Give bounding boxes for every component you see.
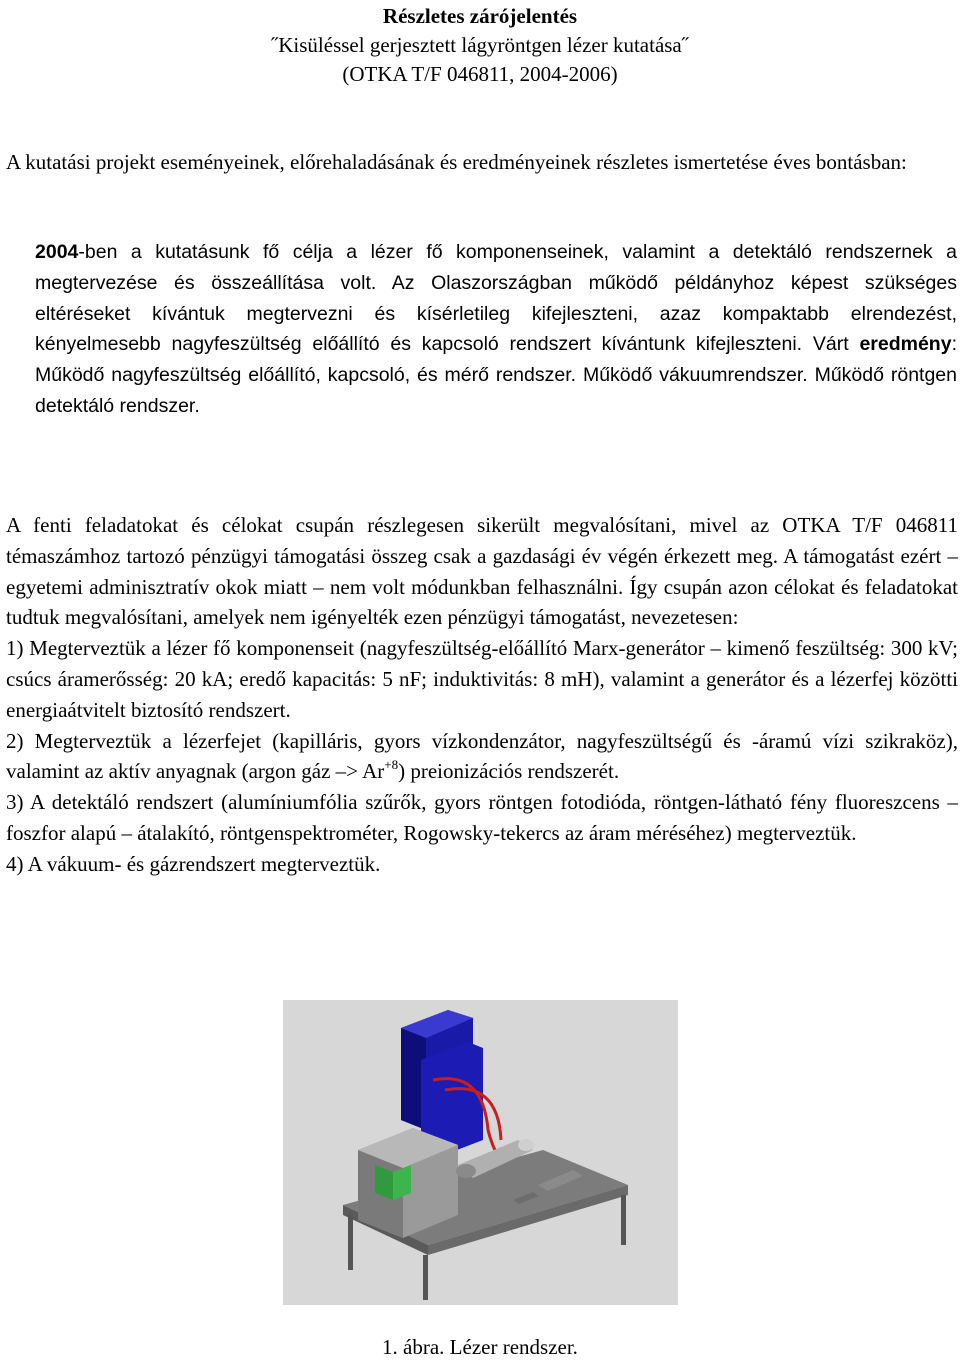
project-subtitle: ˝Kisüléssel gerjesztett lágyröntgen lézer kutatása˝ [271,33,689,57]
laser-system-figure [283,1000,678,1305]
list-item-2-text-b: ) preionizációs rendszerét. [398,759,620,784]
main-section [6,510,958,880]
figure-caption: 1. ábra. Lézer rendszer. [382,1335,578,1359]
intro-paragraph: A kutatási projekt eseményeinek, előrehaladásának és eredményeinek részletes ismertetése éves bontásban: [6,150,907,174]
result-label: eredmény [859,333,952,356]
list-item-2-text-a: 2) Megterveztük a lézerfejet (kapilláris, gyors vízkondenzátor, nagyfeszültségű és -áramú vízi szikraköz), valamint az aktív anyagnak (argon gáz –> Ar [6,728,958,784]
list-item-1: 1) Megterveztük a lézer fő komponenseit (nagyfeszültség-előállító Marx-generátor – kimenő feszültség: 300 kV; csúcs áramerősség: 20 kA; eredő kapacitás: 5 nF; induktivitás: 8 mH), valamint a generátor és a lézerfej közötti energiaátvitelt biztosító rendszert. [6,636,958,722]
list-item-2 [6,726,958,788]
list-item-3: 3) A detektáló rendszert (alumíniumfólia szűrők, gyors röntgen fotodióda, röntgen-látható fény fluoreszcens – foszfor alapú – átalakító, röntgenspektrométer, Rogowsky-tekercs az áram méréséhez) megterveztük. [6,790,958,845]
list-item-4: 4) A vákuum- és gázrendszert megterveztük. [6,851,381,876]
year-text-1: -ben a kutatásunk fő célja a lézer fő komponenseinek, valamint a detektáló rendszernek a megtervezése és összeállítása volt. Az Olaszországban működő példányhoz képest szükséges eltéréseket kívántuk megtervezni és kísérletileg kifejleszteni, azaz kompaktabb elrendezést, kényelmesebb nagyfeszültség előállító és kapcsoló rendszert kívántunk kifejleszteni. Várt [35,241,957,356]
argon-charge-superscript: +8 [384,757,399,773]
year-label: 2004 [35,241,79,263]
laser-system-drawing [283,1000,678,1305]
year-text-2: : Működő nagyfeszültség előállító, kapcsoló, és mérő rendszer. Működő vákuumrendszer. Működő röntgen detektáló rendszer. [35,333,957,417]
project-code: (OTKA T/F 046811, 2004-2006) [342,62,618,86]
page-title: Részletes zárójelentés [382,4,578,28]
funding-paragraph: A fenti feladatokat és célokat csupán részlegesen sikerült megvalósítani, mivel az OTKA T/F 046811 témaszámhoz tartozó pénzügyi támogatási összeg csak a gazdasági év végén érkezett meg. A támogatást ezért – egyetemi adminisztratív okok miatt – nem volt módunkban felhasználni. Így csupán azon célokat és feladatokat tudtuk megvalósítani, amelyek nem igényelték ezen pénzügyi támogatást, nevezetesen: [6,513,958,630]
year-2004-paragraph [35,237,957,422]
